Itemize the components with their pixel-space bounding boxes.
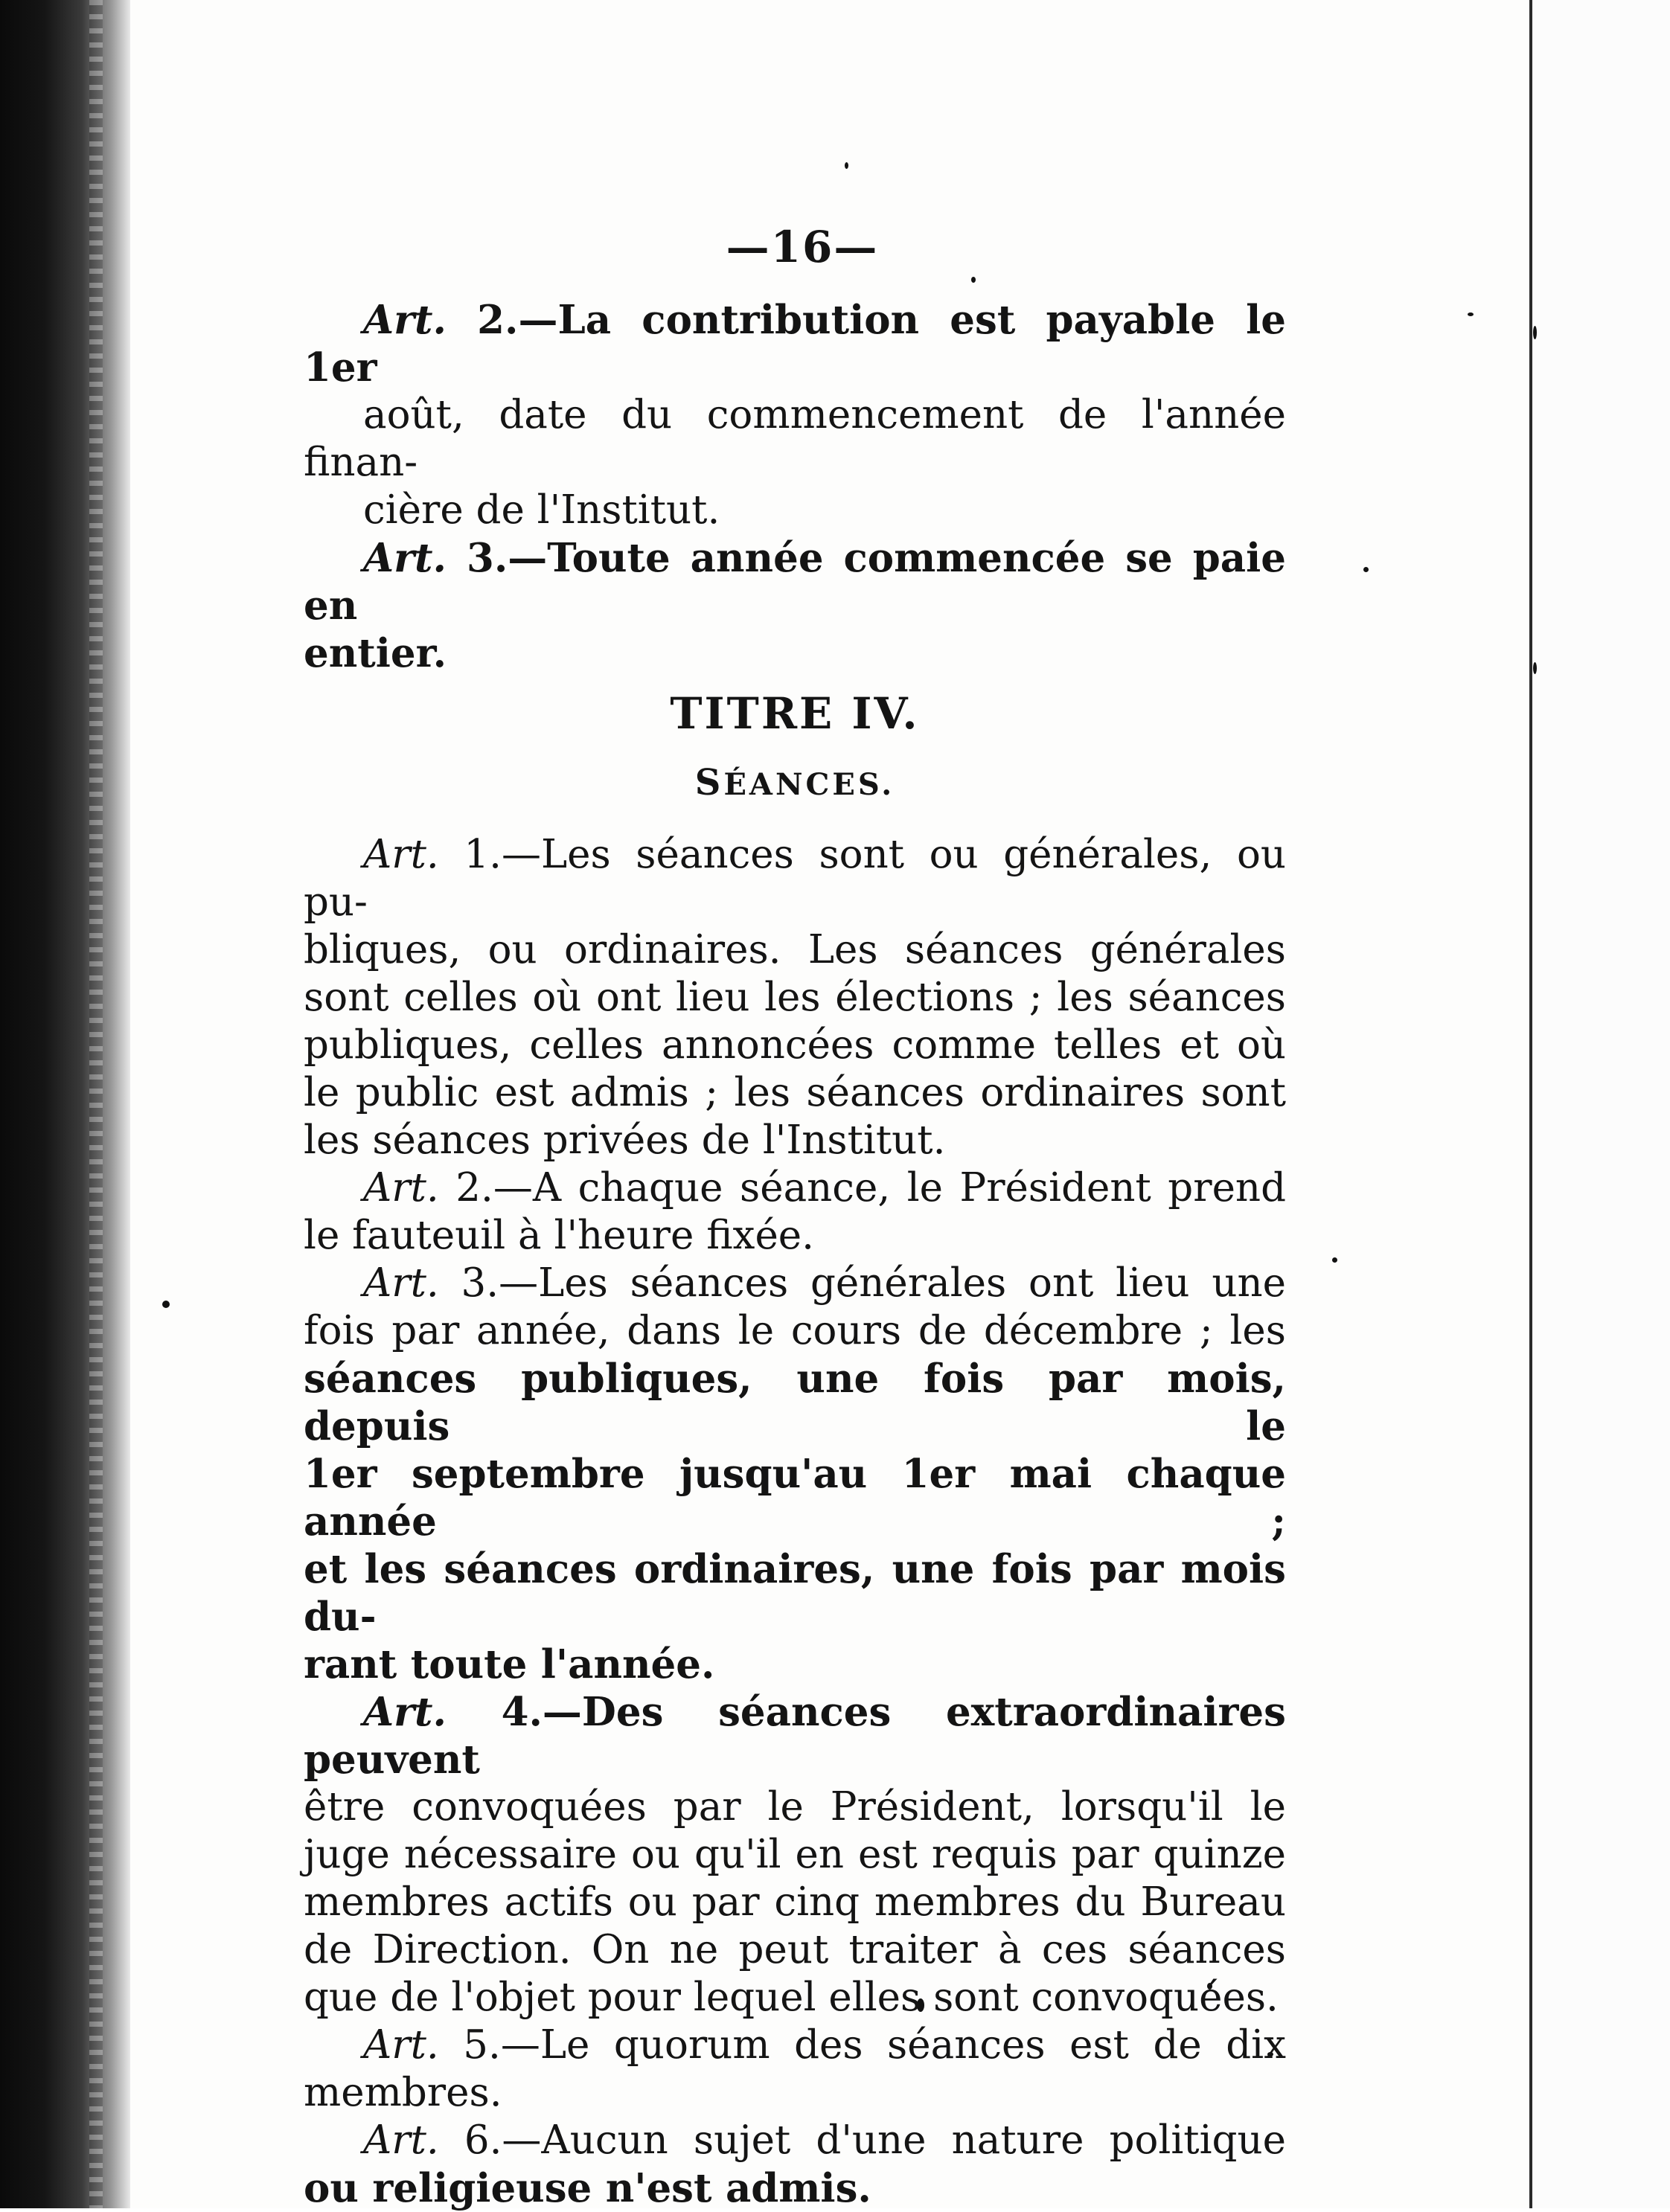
text-line: être convoquées par le Président, lorsqu'il le [304, 1784, 1286, 1830]
text-line: publiques, celles annoncées comme telles et où [304, 1022, 1286, 1068]
page-number: —16— [726, 222, 879, 272]
article-label: Art. [363, 1260, 439, 1306]
text-line: fois par année, dans le cours de décembre ; les [304, 1308, 1286, 1353]
text-line [304, 1164, 1286, 1212]
scan-speck [162, 1301, 170, 1308]
article-5-quorum [304, 2022, 1286, 2117]
text-span: 1.—Les séances sont ou générales, ou pu- [304, 832, 1286, 925]
text-line: que de l'objet pour lequel elles sont convoquées. [304, 1975, 1279, 2020]
article-6-sujet [304, 2117, 1286, 2212]
article-2-president [304, 1164, 1286, 1260]
text-span: 4.—Des séances extraordinaires peuvent [304, 1689, 1286, 1783]
text-line: membres actifs ou par cinq membres du Bureau [304, 1879, 1286, 1925]
heading-initial: S [694, 762, 724, 804]
scan-speck [1533, 326, 1537, 339]
article-label: Art. [363, 2118, 439, 2163]
text-line: le public est admis ; les séances ordinaires sont [304, 1070, 1286, 1115]
text-line: séances publiques, une fois par mois, depuis le [304, 1356, 1286, 1449]
text-line: et les séances ordinaires, une fois par mois du- [304, 1546, 1286, 1640]
text-line: cière de l'Institut. [363, 487, 720, 533]
text-line: juge nécessaire ou qu'il en est requis par quinze [304, 1832, 1286, 1877]
text-line: de Direction. On ne peut traiter à ces séances [304, 1927, 1286, 1972]
text-line [304, 2022, 1286, 2069]
text-line [304, 831, 1286, 926]
article-4-extraordinaires [304, 1688, 1286, 2022]
text-span: 3.—Les séances générales ont lieu une [438, 1260, 1286, 1306]
scan-speck [1332, 1257, 1337, 1263]
article-label: Art. [363, 1689, 447, 1735]
scan-speck [1533, 662, 1537, 674]
text-span: 3.—Toute année commencée se paie en [304, 535, 1286, 629]
facing-page-margin [1532, 0, 1670, 2208]
text-line: les séances privées de l'Institut. [304, 1118, 946, 1163]
text-span: 2.—La contribution est payable le 1er [304, 297, 1286, 391]
scan-speck [1468, 312, 1474, 316]
text-line [304, 2117, 1286, 2164]
text-line: août, date du commencement de l'année finan- [304, 392, 1286, 485]
text-line: membres. [304, 2070, 502, 2115]
text-line: sont celles où ont lieu les élections ; les séances [304, 975, 1286, 1020]
article-label: Art. [363, 297, 447, 343]
text-line: 1er septembre jusqu'au 1er mai chaque année ; [304, 1451, 1286, 1545]
text-line [304, 1688, 1286, 1783]
text-span: 5.—Le quorum des séances est de dix [438, 2022, 1286, 2068]
section-heading [304, 759, 1286, 809]
article-label: Art. [363, 1165, 439, 1211]
article-label: Art. [363, 2022, 439, 2068]
article-2-contribution [304, 296, 1286, 534]
article-label: Art. [363, 832, 439, 877]
article-3-annee [304, 534, 1286, 677]
article-label: Art. [363, 535, 447, 581]
scan-speck [1363, 567, 1369, 572]
text-line [304, 534, 1286, 629]
text-span: 2.—A chaque séance, le Président prend [438, 1165, 1286, 1211]
scan-speck [845, 162, 848, 169]
text-line [304, 296, 1286, 391]
article-1-seances [304, 831, 1286, 1164]
text-line: bliques, ou ordinaires. Les séances générales [304, 927, 1286, 972]
title-heading: TITRE IV. [670, 688, 920, 739]
text-line: le fauteuil à l'heure fixée. [304, 1213, 815, 1258]
text-span: 6.—Aucun sujet d'une nature politique [438, 2118, 1286, 2163]
text-line: rant toute l'année. [304, 1641, 715, 1687]
article-3-frequence [304, 1260, 1286, 1688]
text-line: entier. [304, 630, 447, 676]
binding-edge-shadow [0, 0, 130, 2208]
heading-rest: ÉANCES. [723, 767, 895, 802]
page-text [304, 223, 1286, 2212]
text-line [304, 1260, 1286, 1307]
text-line: ou religieuse n'est admis. [304, 2165, 871, 2211]
